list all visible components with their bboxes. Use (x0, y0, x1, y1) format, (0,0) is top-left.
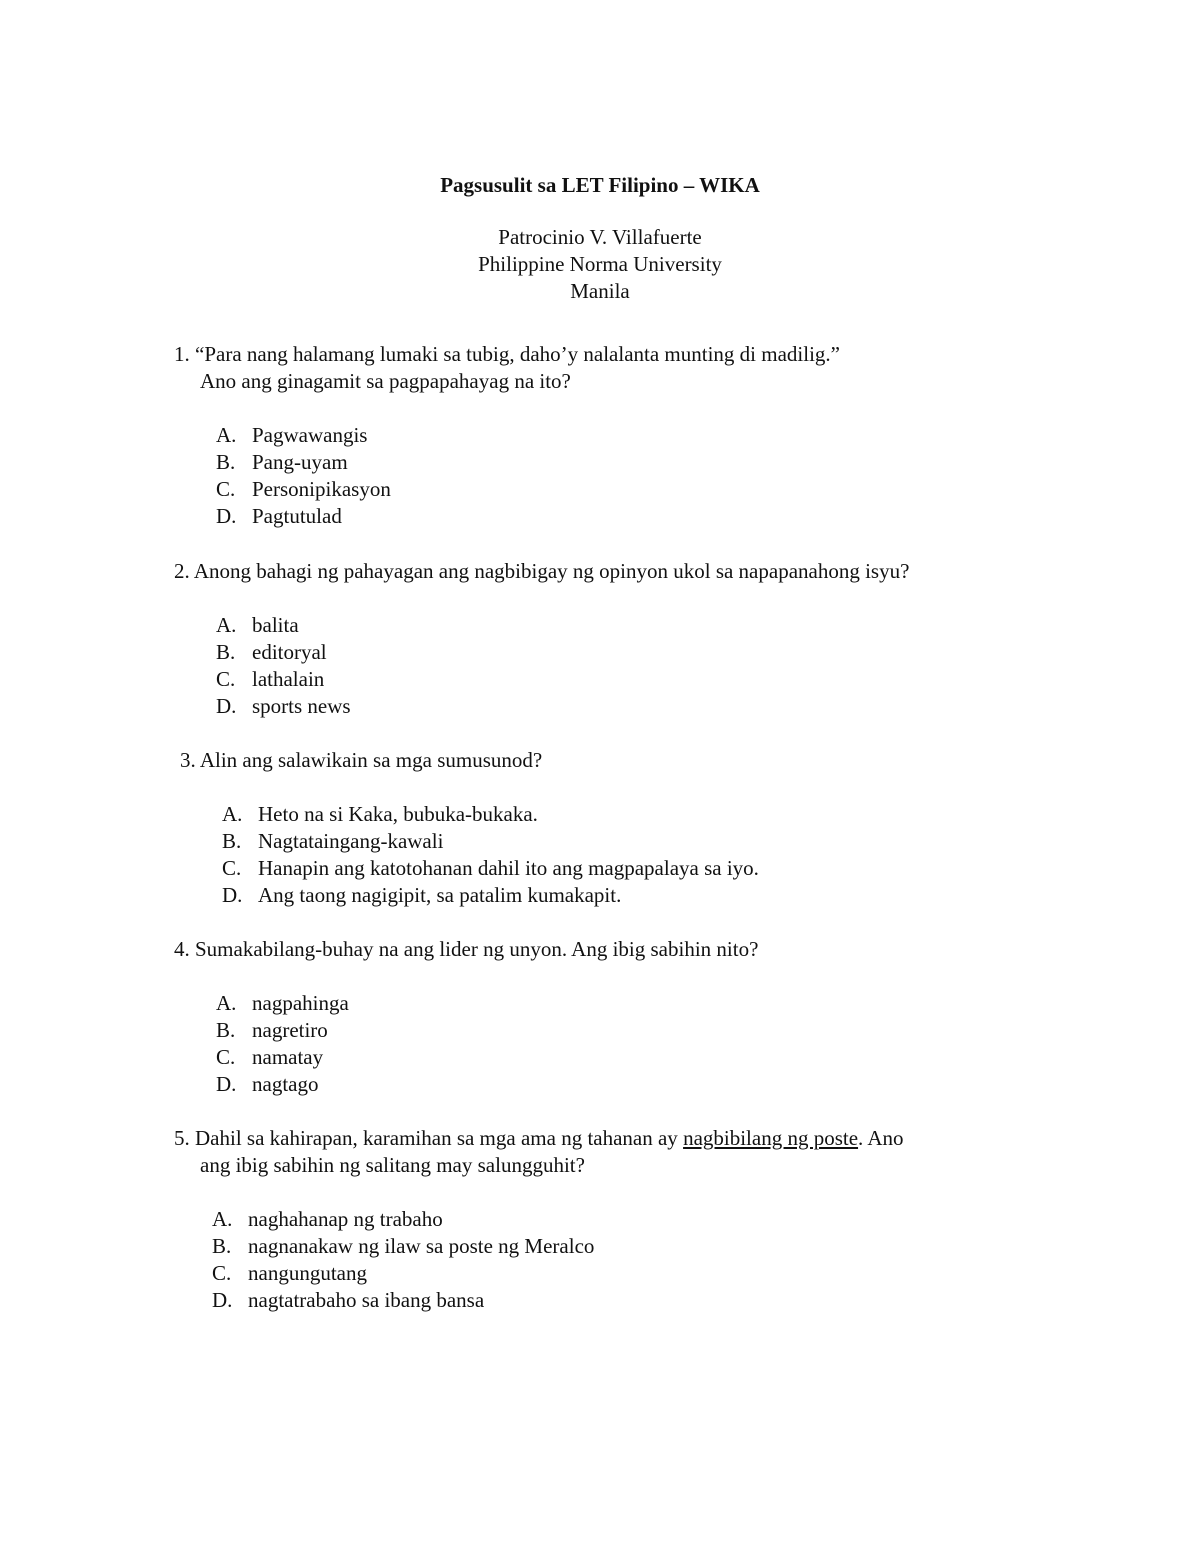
choice-list (212, 1206, 594, 1314)
choice-text: nangungutang (248, 1261, 367, 1285)
choice-letter: C. (216, 1045, 236, 1069)
choice-item[interactable] (216, 422, 391, 449)
choice-item[interactable] (216, 1071, 349, 1098)
choice-letter: B. (216, 450, 236, 474)
choice-letter: D. (212, 1288, 233, 1312)
choice-letter: C. (216, 667, 236, 691)
question-stem: Anong bahagi ng pahayagan ang nagbibigay ng opinyon ukol sa napapanahong isyu? (193, 559, 910, 583)
question-4 (174, 936, 1034, 1096)
choice-item[interactable] (212, 1233, 594, 1260)
choice-text: Pagwawangis (252, 423, 368, 447)
choice-item[interactable] (222, 801, 759, 828)
choice-item[interactable] (216, 612, 351, 639)
question-5-text-line2: ang ibig sabihin ng salitang may salungguhit? (200, 1153, 585, 1177)
choice-letter: B. (216, 640, 236, 664)
choice-item[interactable] (216, 666, 351, 693)
choice-letter: D. (222, 883, 243, 907)
choice-letter: C. (212, 1261, 232, 1285)
choice-text: namatay (252, 1045, 324, 1069)
choice-text: Nagtataingang-kawali (258, 829, 444, 853)
choice-item[interactable] (216, 1017, 349, 1044)
choice-letter: D. (216, 694, 237, 718)
choice-letter: C. (222, 856, 242, 880)
underlined-phrase: nagbibilang ng poste (683, 1126, 859, 1150)
choice-item[interactable] (216, 693, 351, 720)
question-4-text (174, 936, 1034, 963)
question-2-text (174, 558, 1034, 585)
choice-text: nagtatrabaho sa ibang bansa (248, 1288, 485, 1312)
question-stem: Sumakabilang-buhay na ang lider ng unyon. Ang ibig sabihin nito? (195, 937, 759, 961)
choice-list (222, 801, 759, 909)
author-block (0, 224, 1200, 305)
choice-text: sports news (252, 694, 351, 718)
choice-item[interactable] (212, 1260, 594, 1287)
choice-text: Personipikasyon (252, 477, 391, 501)
choice-item[interactable] (222, 855, 759, 882)
choice-letter: A. (216, 613, 237, 637)
choice-text: naghahanap ng trabaho (248, 1207, 443, 1231)
choice-letter: A. (216, 991, 237, 1015)
choice-item[interactable] (212, 1287, 594, 1314)
question-1-text-line2: Ano ang ginagamit sa pagpapahayag na ito? (200, 369, 571, 393)
choice-letter: A. (212, 1207, 233, 1231)
question-number: 4. (174, 937, 190, 961)
question-stem-start: Dahil sa kahirapan, karamihan sa mga ama ng tahanan ay (195, 1126, 684, 1150)
question-stem-end: . Ano (858, 1126, 904, 1150)
choice-item[interactable] (216, 476, 391, 503)
choice-item[interactable] (222, 828, 759, 855)
choice-text: balita (252, 613, 299, 637)
choice-item[interactable] (216, 990, 349, 1017)
choice-letter: D. (216, 504, 237, 528)
choice-text: nagtago (252, 1072, 319, 1096)
choice-text: Ang taong nagigipit, sa patalim kumakapit. (258, 883, 622, 907)
question-3-text (180, 747, 1040, 774)
choice-text: nagnanakaw ng ilaw sa poste ng Meralco (248, 1234, 595, 1258)
document-title: Pagsusulit sa LET Filipino – WIKA (440, 173, 760, 197)
question-number: 1. (174, 342, 190, 366)
choice-text: Pang-uyam (252, 450, 348, 474)
question-stem: “Para nang halamang lumaki sa tubig, daho’y nalalanta munting di madilig.” (195, 342, 840, 366)
choice-letter: A. (222, 802, 243, 826)
question-5 (174, 1125, 1034, 1312)
choice-text: nagpahinga (252, 991, 349, 1015)
choice-item[interactable] (216, 449, 391, 476)
institution-name: Philippine Norma University (478, 252, 722, 276)
choice-letter: D. (216, 1072, 237, 1096)
choice-letter: A. (216, 423, 237, 447)
choice-item[interactable] (216, 503, 391, 530)
choice-item[interactable] (216, 639, 351, 666)
choice-text: editoryal (252, 640, 327, 664)
city-name: Manila (570, 279, 630, 303)
choice-text: Heto na si Kaka, bubuka-bukaka. (258, 802, 538, 826)
question-number: 3. (180, 748, 196, 772)
choice-item[interactable] (222, 882, 759, 909)
choice-text: Pagtutulad (252, 504, 342, 528)
choice-list (216, 612, 351, 720)
choice-item[interactable] (216, 1044, 349, 1071)
question-3 (180, 747, 1040, 907)
choice-letter: B. (212, 1234, 232, 1258)
question-1 (174, 341, 1034, 528)
author-name: Patrocinio V. Villafuerte (498, 225, 702, 249)
question-number: 2. (174, 559, 190, 583)
choice-text: Hanapin ang katotohanan dahil ito ang magpapalaya sa iyo. (258, 856, 759, 880)
question-2 (174, 558, 1034, 718)
question-1-text (174, 341, 1034, 368)
question-5-text (174, 1125, 1034, 1152)
choice-text: lathalain (252, 667, 325, 691)
choice-letter: B. (222, 829, 242, 853)
choice-letter: C. (216, 477, 236, 501)
choice-list (216, 422, 391, 530)
choice-item[interactable] (212, 1206, 594, 1233)
choice-list (216, 990, 349, 1098)
question-number: 5. (174, 1126, 190, 1150)
choice-letter: B. (216, 1018, 236, 1042)
choice-text: nagretiro (252, 1018, 328, 1042)
question-stem: Alin ang salawikain sa mga sumusunod? (199, 748, 543, 772)
